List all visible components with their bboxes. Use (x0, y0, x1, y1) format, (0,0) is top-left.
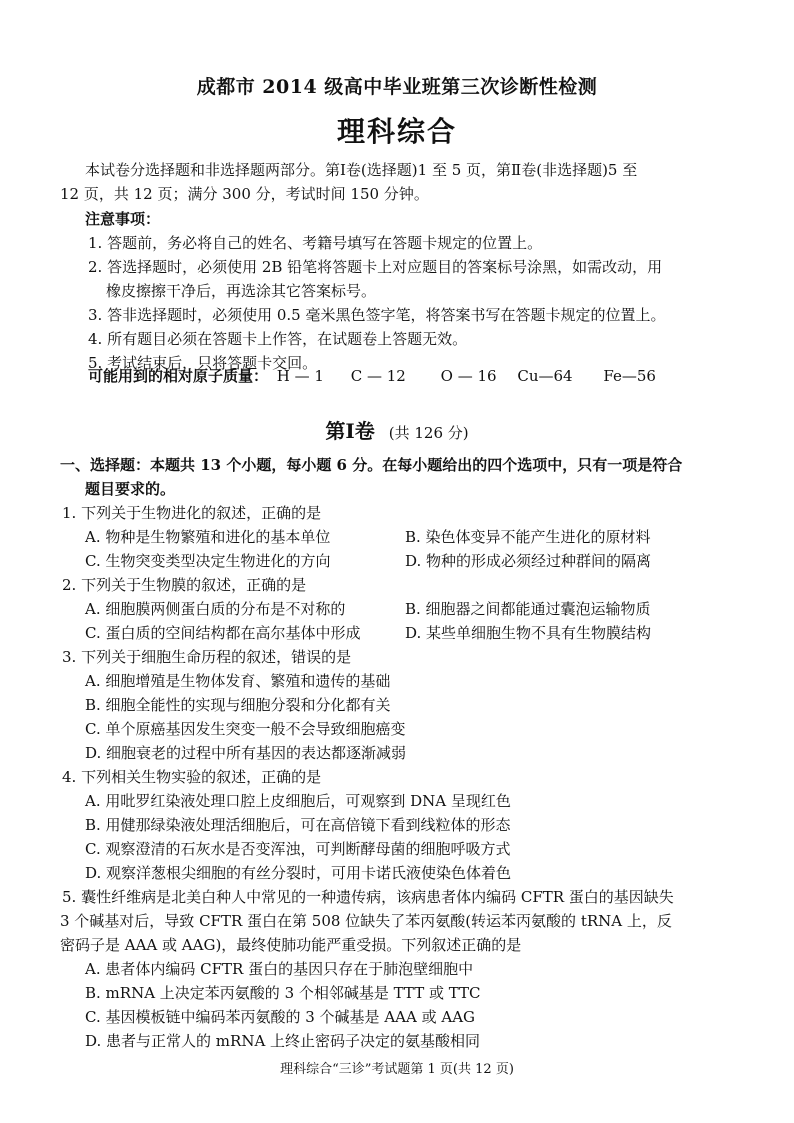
part-instructions-line-2: 题目要求的。 (85, 480, 176, 498)
subject-title: 理科综合 (336, 115, 457, 148)
section-title: 第Ⅰ卷 (325, 419, 375, 443)
option-item: B. 染色体变异不能产生进化的原材料 (405, 528, 651, 546)
section-points: (共 126 分) (388, 424, 469, 442)
option-item: B. mRNA 上决定苯丙氨酸的 3 个相邻碱基是 TTT 或 TTC (85, 984, 481, 1002)
option-item: D. 细胞衰老的过程中所有基因的表达都逐渐减弱 (85, 744, 407, 762)
option-item: B. 细胞全能性的实现与细胞分裂和分化都有关 (85, 696, 391, 714)
section-heading (0, 415, 794, 444)
part-instructions-line-1: 一、选择题：本题共 13 个小题，每小题 6 分。在每小题给出的四个选项中，只有一项是符合 (60, 456, 683, 474)
option-item: A. 细胞增殖是生物体发育、繁殖和遗传的基础 (85, 672, 391, 690)
note-item: 4. 所有题目必须在答题卡上作答，在试题卷上答题无效。 (88, 330, 468, 348)
atomic-mass-value: C — 12 (350, 367, 406, 385)
option-item: B. 用健那绿染液处理活细胞后，可在高倍镜下看到线粒体的形态 (85, 816, 511, 834)
atomic-mass-value: O — 16 (440, 367, 497, 385)
option-item: C. 观察澄清的石灰水是否变浑浊，可判断酵母菌的细胞呼吸方式 (85, 840, 511, 858)
question-stem: 4. 下列相关生物实验的叙述，正确的是 (62, 768, 322, 786)
option-item: C. 生物突变类型决定生物进化的方向 (85, 552, 331, 570)
option-item: D. 观察洋葱根尖细胞的有丝分裂时，可用卡诺氏液使染色体着色 (85, 864, 512, 882)
note-item: 1. 答题前，务必将自己的姓名、考籍号填写在答题卡规定的位置上。 (88, 234, 543, 252)
question-stem: 密码子是 AAA 或 AAG)，最终使肺功能严重受损。下列叙述正确的是 (60, 936, 522, 954)
question-stem: 2. 下列关于生物膜的叙述，正确的是 (62, 576, 307, 594)
option-item: A. 物种是生物繁殖和进化的基本单位 (85, 528, 331, 546)
option-item: C. 蛋白质的空间结构都在高尔基体中形成 (85, 624, 361, 642)
page-footer: 理科综合“三诊”考试题第 1 页(共 12 页) (280, 1062, 514, 1077)
notes-heading: 注意事项： (85, 210, 161, 228)
option-item: B. 细胞器之间都能通过囊泡运输物质 (405, 600, 651, 618)
question-stem: 3 个碱基对后，导致 CFTR 蛋白在第 508 位缺失了苯丙氨酸(转运苯丙氨酸的 tRNA 上，反 (60, 912, 672, 930)
intro-line-2: 12 页，共 12 页；满分 300 分，考试时间 150 分钟。 (60, 185, 429, 203)
option-item: C. 单个原癌基因发生突变一般不会导致细胞癌变 (85, 720, 406, 738)
atomic-mass-row (88, 364, 656, 388)
note-item: 橡皮擦擦干净后，再选涂其它答案标号。 (106, 282, 377, 300)
option-item: D. 患者与正常人的 mRNA 上终止密码子决定的氨基酸相同 (85, 1032, 481, 1050)
atomic-mass-label: 可能用到的相对原子质量： (88, 367, 269, 385)
option-item: A. 细胞膜两侧蛋白质的分布是不对称的 (85, 600, 346, 618)
atomic-mass-value: H — 1 (276, 367, 324, 385)
exam-title: 成都市 2014 级高中毕业班第三次诊断性检测 (196, 76, 598, 98)
question-stem: 1. 下列关于生物进化的叙述，正确的是 (62, 504, 322, 522)
atomic-mass-value: Cu—64 (517, 367, 573, 385)
intro-line-1: 本试卷分选择题和非选择题两部分。第Ⅰ卷(选择题)1 至 5 页，第Ⅱ卷(非选择题)5 至 (85, 161, 638, 179)
note-item: 3. 答非选择题时，必须使用 0.5 毫米黑色签字笔，将答案书写在答题卡规定的位置上。 (88, 306, 666, 324)
note-item: 2. 答选择题时，必须使用 2B 铅笔将答题卡上对应题目的答案标号涂黑，如需改动，用 (88, 258, 663, 276)
question-stem: 3. 下列关于细胞生命历程的叙述，错误的是 (62, 648, 352, 666)
note-item: 5. 考试结束后，只将答题卡交回。 (88, 354, 318, 372)
atomic-mass-value: Fe—56 (603, 367, 656, 385)
option-item: D. 物种的形成必须经过种群间的隔离 (405, 552, 652, 570)
option-item: D. 某些单细胞生物不具有生物膜结构 (405, 624, 652, 642)
question-stem: 5. 囊性纤维病是北美白种人中常见的一种遗传病，该病患者体内编码 CFTR 蛋白的基因缺失 (62, 888, 674, 906)
option-item: C. 基因模板链中编码苯丙氨酸的 3 个碱基是 AAA 或 AAG (85, 1008, 476, 1026)
option-item: A. 用吡罗红染液处理口腔上皮细胞后，可观察到 DNA 呈现红色 (85, 792, 511, 810)
option-item: A. 患者体内编码 CFTR 蛋白的基因只存在于肺泡壁细胞中 (85, 960, 474, 978)
